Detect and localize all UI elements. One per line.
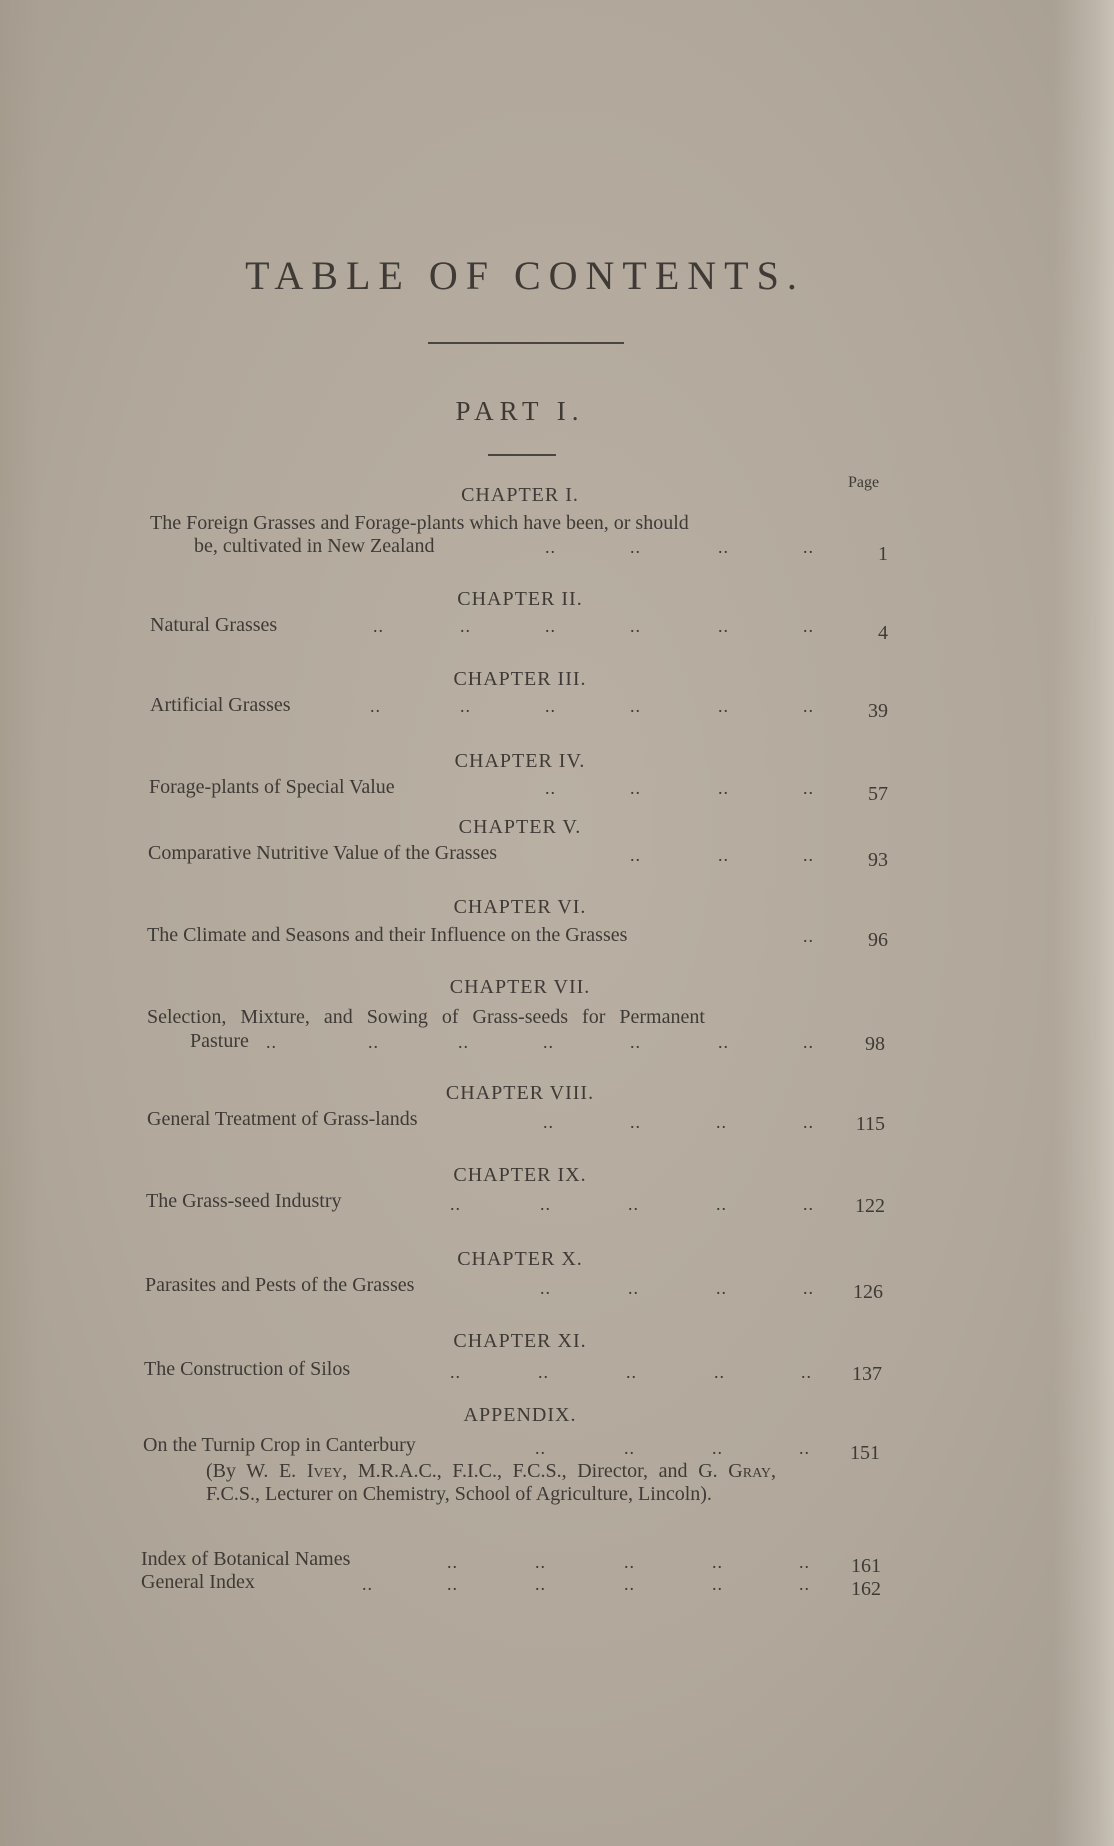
toc-leader: .. (624, 1574, 635, 1594)
toc-page-number: 1 (878, 543, 888, 565)
toc-leader: .. (630, 778, 641, 798)
toc-leader: .. (545, 696, 556, 716)
toc-leader: .. (543, 1112, 554, 1132)
toc-entry-title: Artificial Grasses (150, 694, 291, 716)
page-column-heading: Page (848, 474, 880, 491)
toc-leader: .. (538, 1362, 549, 1382)
toc-leader: .. (450, 1362, 461, 1382)
toc-page-number: 162 (851, 1578, 881, 1600)
toc-leader: .. (718, 778, 729, 798)
toc-leader: .. (460, 696, 471, 716)
toc-leader: .. (373, 616, 384, 636)
toc-page-number: 98 (865, 1033, 885, 1055)
toc-leader: .. (266, 1032, 277, 1052)
chapter-heading: CHAPTER VI. (453, 896, 587, 918)
toc-leader: .. (628, 1278, 639, 1298)
toc-page-number: 122 (855, 1195, 885, 1217)
toc-leader: .. (628, 1194, 639, 1214)
toc-leader: .. (718, 616, 729, 636)
toc-leader: .. (803, 845, 814, 865)
toc-leader: .. (803, 616, 814, 636)
chapter-heading: CHAPTER VIII. (445, 1082, 595, 1104)
toc-leader: .. (458, 1032, 469, 1052)
toc-page-number: 96 (868, 929, 888, 951)
toc-leader: .. (545, 616, 556, 636)
appendix-heading: APPENDIX. (463, 1404, 577, 1426)
toc-leader: .. (535, 1574, 546, 1594)
toc-leader: .. (803, 1032, 814, 1052)
by-text: , F.C.S., Lecturer on Chemistry, School of Agriculture, Lincoln). (206, 1460, 776, 1505)
toc-leader: .. (630, 1032, 641, 1052)
part-heading: PART I. (455, 396, 585, 426)
toc-leader: .. (362, 1574, 373, 1594)
toc-leader: .. (716, 1112, 727, 1132)
chapter-heading: CHAPTER IV. (454, 750, 586, 772)
toc-leader: .. (460, 616, 471, 636)
title-rule (428, 342, 624, 344)
author-name: Ivey (306, 1460, 343, 1482)
toc-entry-title: On the Turnip Crop in Canterbury (143, 1434, 416, 1456)
toc-leader: .. (803, 1112, 814, 1132)
toc-leader: .. (803, 926, 814, 946)
toc-leader: .. (535, 1552, 546, 1572)
toc-leader: .. (803, 1278, 814, 1298)
toc-entry-title: The Foreign Grasses and Forage-plants which have been, or should (150, 512, 689, 534)
toc-leader: .. (370, 696, 381, 716)
toc-leader: .. (543, 1032, 554, 1052)
toc-entry-title: General Index (141, 1571, 255, 1593)
chapter-heading: CHAPTER VII. (449, 976, 591, 998)
toc-entry-title: The Grass-seed Industry (146, 1190, 342, 1212)
toc-leader: .. (712, 1552, 723, 1572)
toc-page-number: 39 (868, 700, 888, 722)
toc-leader: .. (799, 1574, 810, 1594)
toc-leader: .. (624, 1438, 635, 1458)
toc-leader: .. (630, 616, 641, 636)
toc-entry-title-cont: Pasture (190, 1030, 249, 1052)
toc-page-number: 115 (855, 1113, 885, 1135)
toc-leader: .. (540, 1194, 551, 1214)
toc-entry-title-cont: be, cultivated in New Zealand (194, 535, 435, 557)
toc-leader: .. (630, 537, 641, 557)
toc-leader: .. (630, 845, 641, 865)
toc-leader: .. (716, 1278, 727, 1298)
toc-leader: .. (535, 1438, 546, 1458)
toc-leader: .. (630, 696, 641, 716)
toc-leader: .. (714, 1362, 725, 1382)
toc-entry-title: General Treatment of Grass-lands (147, 1108, 418, 1130)
toc-leader: .. (718, 696, 729, 716)
toc-leader: .. (718, 537, 729, 557)
toc-leader: .. (718, 1032, 729, 1052)
toc-page-number: 57 (868, 783, 888, 805)
chapter-heading: CHAPTER II. (457, 588, 583, 610)
toc-leader: .. (799, 1552, 810, 1572)
toc-leader: .. (803, 1194, 814, 1214)
toc-leader: .. (712, 1574, 723, 1594)
toc-leader: .. (801, 1362, 812, 1382)
toc-leader: .. (545, 778, 556, 798)
toc-leader: .. (799, 1438, 810, 1458)
appendix-authors-note (160, 1460, 776, 1506)
chapter-heading: CHAPTER V. (458, 816, 582, 838)
toc-leader: .. (450, 1194, 461, 1214)
toc-leader: .. (803, 537, 814, 557)
toc-leader: .. (716, 1194, 727, 1214)
toc-leader: .. (803, 778, 814, 798)
toc-leader: .. (447, 1552, 458, 1572)
part-rule (488, 454, 556, 456)
toc-leader: .. (626, 1362, 637, 1382)
toc-entry-title: Natural Grasses (150, 614, 278, 636)
toc-leader: .. (718, 845, 729, 865)
toc-page-number: 161 (851, 1555, 881, 1577)
toc-page-number: 4 (878, 622, 888, 644)
toc-leader: .. (803, 696, 814, 716)
toc-entry-title: The Construction of Silos (144, 1358, 351, 1380)
toc-entry-title: Comparative Nutritive Value of the Grasses (148, 842, 497, 864)
toc-leader: .. (624, 1552, 635, 1572)
toc-page-number: 137 (852, 1363, 882, 1385)
chapter-heading: CHAPTER X. (457, 1248, 583, 1270)
toc-leader: .. (630, 1112, 641, 1132)
toc-leader: .. (545, 537, 556, 557)
chapter-heading: CHAPTER I. (461, 484, 579, 506)
toc-entry-title: Selection, Mixture, and Sowing of Grass-seeds for Permanent (147, 1006, 705, 1028)
toc-leader: .. (368, 1032, 379, 1052)
page-edge-right (1054, 0, 1114, 1846)
toc-entry-title: Parasites and Pests of the Grasses (145, 1274, 415, 1296)
toc-entry-title: Forage-plants of Special Value (149, 776, 395, 798)
by-text: , M.R.A.C., F.I.C., F.C.S., Director, and G. (342, 1460, 729, 1482)
toc-leader: .. (447, 1574, 458, 1594)
toc-entry-title: Index of Botanical Names (141, 1548, 351, 1570)
page-title: TABLE OF CONTENTS. (245, 253, 805, 298)
toc-page-number: 126 (853, 1281, 883, 1303)
chapter-heading: CHAPTER XI. (453, 1330, 587, 1352)
chapter-heading: CHAPTER III. (453, 668, 587, 690)
chapter-heading: CHAPTER IX. (453, 1164, 587, 1186)
toc-entry-title: The Climate and Seasons and their Influence on the Grasses (147, 924, 628, 946)
by-text: (By W. E. (206, 1460, 307, 1482)
toc-leader: .. (712, 1438, 723, 1458)
toc-leader: .. (540, 1278, 551, 1298)
toc-page-number: 151 (850, 1442, 880, 1464)
toc-page-number: 93 (868, 849, 888, 871)
author-name: Gray (728, 1460, 771, 1482)
